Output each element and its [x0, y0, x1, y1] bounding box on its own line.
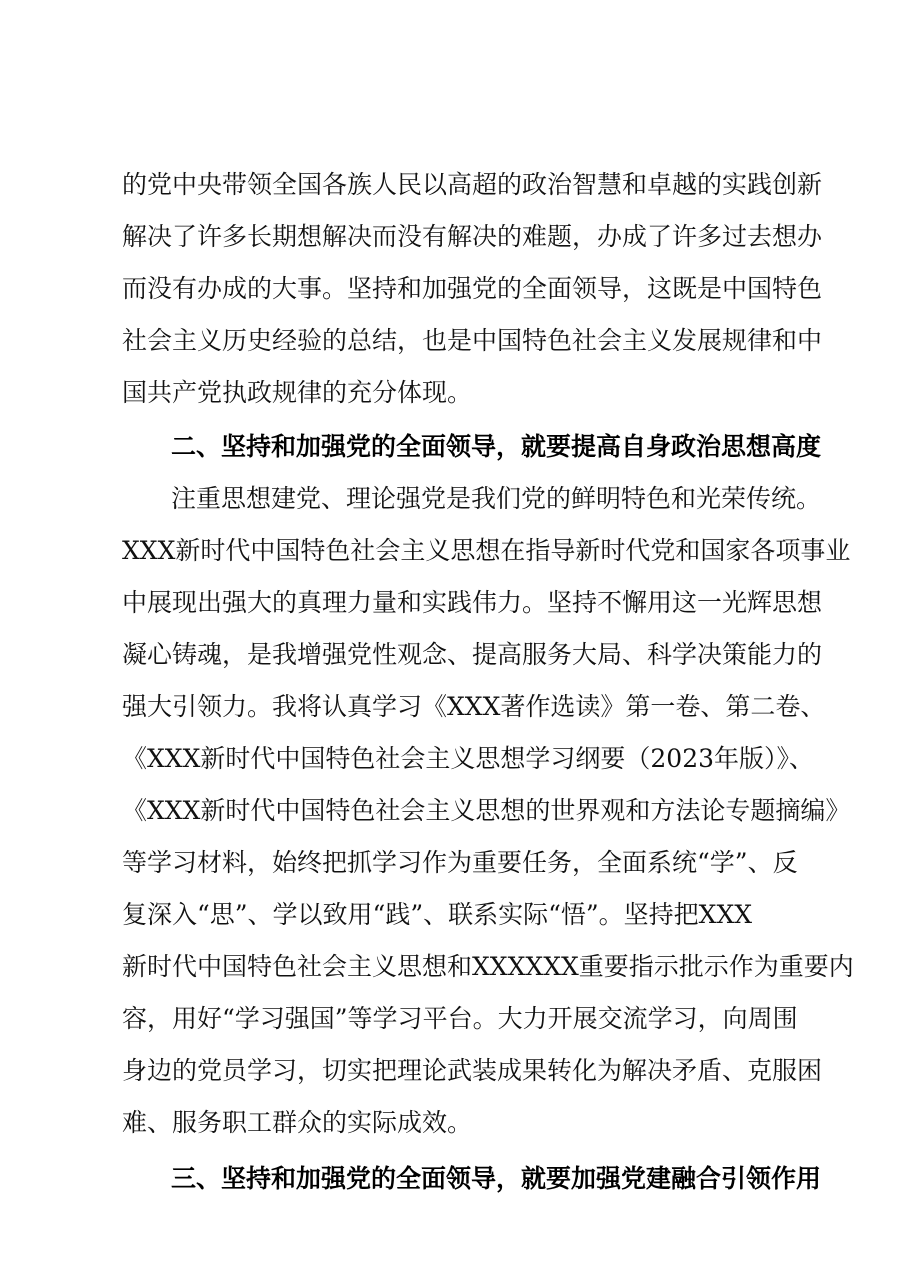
- paragraph-2-line-13: 难、服务职工群众的实际成效。: [122, 1108, 473, 1137]
- paragraph-2-line-9: 复深入“思”、学以致用“践”、联系实际“悟”。坚持把XXX: [122, 900, 753, 929]
- paragraph-1-line-3: 而没有办成的大事。坚持和加强党的全面领导，这既是中国特色: [122, 274, 823, 303]
- section-heading-2: 二、坚持和加强党的全面领导，就要提高自身政治思想高度: [171, 432, 822, 461]
- paragraph-1-line-2: 解决了许多长期想解决而没有解决的难题，办成了许多过去想办: [122, 222, 823, 251]
- section-heading-3: 三、坚持和加强党的全面领导，就要加强党建融合引领作用: [171, 1164, 822, 1193]
- paragraph-2-line-8: 等学习材料，始终把抓学习作为重要任务，全面系统“学”、反: [122, 848, 798, 877]
- paragraph-1-line-5: 国共产党执政规律的充分体现。: [122, 378, 473, 407]
- paragraph-2-line-5: 强大引领力。我将认真学习《XXX著作选读》第一卷、第二卷、: [122, 692, 826, 721]
- paragraph-2-line-12: 身边的党员学习，切实把理论武装成果转化为解决矛盾、克服困: [122, 1056, 823, 1085]
- paragraph-2-line-6: 《XXX新时代中国特色社会主义思想学习纲要（2023年版）》、: [122, 744, 815, 773]
- paragraph-2-line-4: 凝心铸魂，是我增强党性观念、提高服务大局、科学决策能力的: [122, 640, 823, 669]
- paragraph-1-line-4: 社会主义历史经验的总结，也是中国特色社会主义发展规律和中: [122, 326, 823, 355]
- paragraph-2-line-11: 容，用好“学习强国”等学习平台。大力开展交流学习，向周围: [122, 1004, 798, 1033]
- paragraph-2-line-10: 新时代中国特色社会主义思想和XXXXXX重要指示批示作为重要内: [122, 952, 854, 981]
- paragraph-1-line-1: 的党中央带领全国各族人民以高超的政治智慧和卓越的实践创新: [122, 170, 823, 199]
- paragraph-2-line-1: 注重思想建党、理论强党是我们党的鲜明特色和光荣传统。: [171, 484, 822, 513]
- paragraph-2-line-7: 《XXX新时代中国特色社会主义思想的世界观和方法论专题摘编》: [122, 796, 851, 825]
- paragraph-2-line-3: 中展现出强大的真理力量和实践伟力。坚持不懈用这一光辉思想: [122, 588, 823, 617]
- paragraph-2-line-2: XXX新时代中国特色社会主义思想在指导新时代党和国家各项事业: [122, 536, 851, 565]
